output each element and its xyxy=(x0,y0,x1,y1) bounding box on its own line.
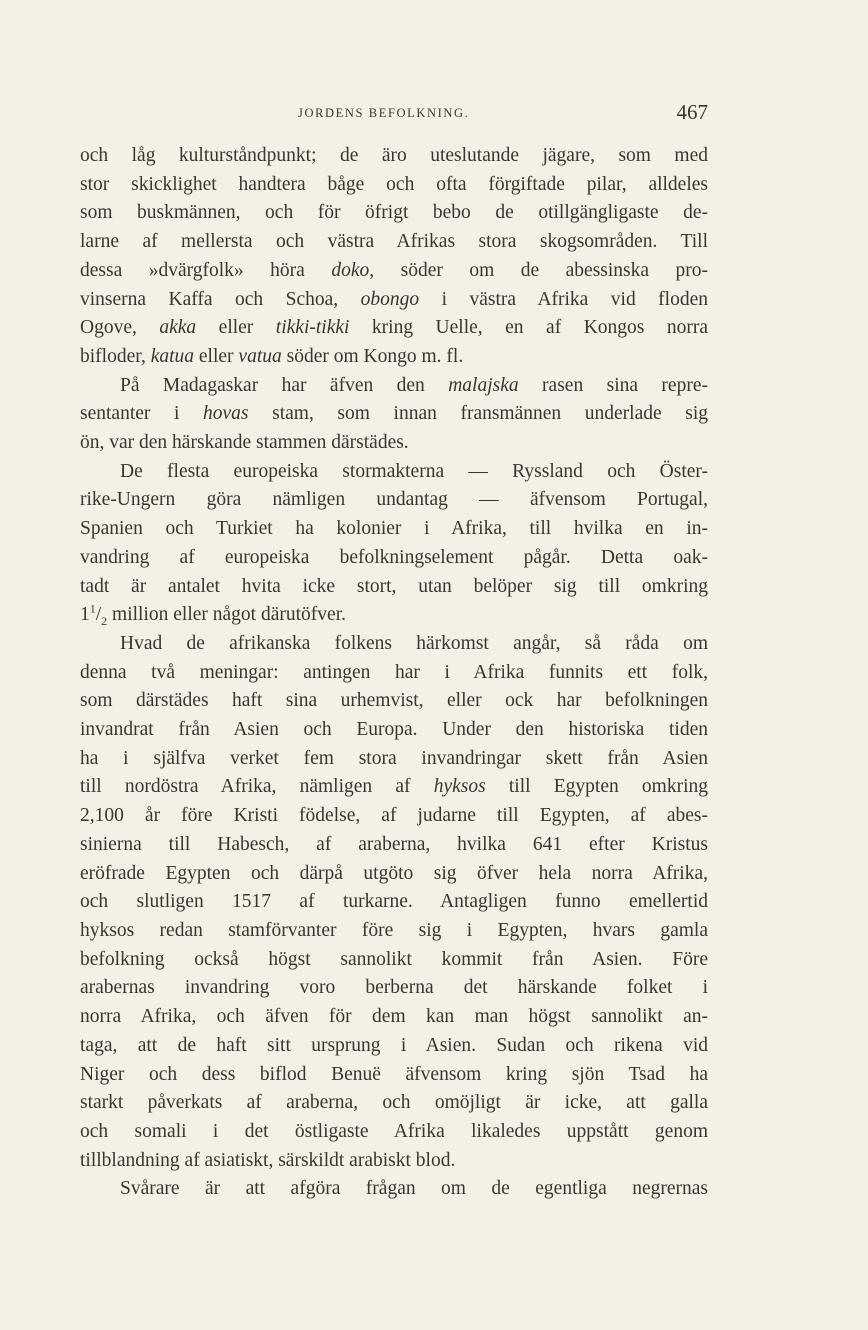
text-line: arabernas invandring voro berberna det härskande folket i xyxy=(80,977,708,999)
text-line: tillblandning af asiatiskt, särskildt arabiskt blod. xyxy=(80,1149,456,1171)
text-line: sentanter i hovas stam, som innan fransmännen underlade sig xyxy=(80,403,708,425)
text-line: dessa »dvärgfolk» höra doko, söder om de abessinska pro- xyxy=(80,259,709,281)
body-text xyxy=(80,142,708,1204)
text-line: taga, att de haft sitt ursprung i Asien. Sudan och rikena vid xyxy=(80,1034,708,1056)
text-line: som buskmännen, och för öfrigt bebo de otillgängligaste de- xyxy=(80,202,708,224)
running-head: JORDENS BEFOLKNING. xyxy=(298,106,470,120)
text-line: $1^1/_2$ million eller något därutöfver. xyxy=(80,601,346,629)
text-line: som därstädes haft sina urhemvist, eller ock har befolkningen xyxy=(80,690,708,712)
page-number: 467 xyxy=(676,100,708,124)
text-line: Niger och dess biflod Benuë äfvensom kring sjön Tsad ha xyxy=(80,1063,708,1085)
italic-term: malajska xyxy=(448,374,519,396)
italic-term: hovas xyxy=(203,403,249,425)
text-line: larne af mellersta och västra Afrikas stora skogsområden. Till xyxy=(80,231,708,253)
text-line: ha i själfva verket fem stora invandringar skett från Asien xyxy=(80,747,708,769)
italic-term: doko xyxy=(331,259,370,281)
text-line: ön, var den härskande stammen därstädes. xyxy=(80,432,409,454)
text-line: invandrat från Asien och Europa. Under den historiska tiden xyxy=(80,719,708,741)
text-line: och slutligen 1517 af turkarne. Antagligen funno emellertid xyxy=(80,891,708,913)
text-line: Spanien och Turkiet ha kolonier i Afrika, till hvilka en in- xyxy=(80,518,708,540)
text-line: tadt är antalet hvita icke stort, utan belöper sig till omkring xyxy=(80,575,708,597)
italic-term: hyksos xyxy=(433,776,486,798)
italic-term: tikki-tikki xyxy=(275,317,350,339)
text-line: till nordöstra Afrika, nämligen af hyksos till Egypten omkring xyxy=(80,776,708,798)
text-line: stor skicklighet handtera båge och ofta förgiftade pilar, alldeles xyxy=(80,173,708,195)
text-line: vandring af europeiska befolkningselement pågår. Detta oak- xyxy=(80,546,708,568)
text-line: bifloder, katua eller vatua söder om Kongo m. fl. xyxy=(80,345,464,367)
text-line: Hvad de afrikanska folkens härkomst angår, så råda om xyxy=(120,632,708,654)
text-line: Svårare är att afgöra frågan om de egentliga negrernas xyxy=(120,1178,708,1200)
text-line: hyksos redan stamförvanter före sig i Egypten, hvars gamla xyxy=(80,919,708,941)
text-line: Ogove, akka eller tikki-tikki kring Uelle, en af Kongos norra xyxy=(80,317,708,339)
text-line: starkt påverkats af araberna, och omöjligt är icke, att galla xyxy=(80,1092,708,1114)
text-line: befolkning också högst sannolikt kommit från Asien. Före xyxy=(80,948,708,970)
italic-term: vatua xyxy=(238,345,282,367)
page-header xyxy=(80,100,708,130)
text-line: och låg kulturståndpunkt; de äro uteslutande jägare, som med xyxy=(80,145,708,166)
italic-term: akka xyxy=(159,317,197,339)
text-line: sinierna till Habesch, af araberna, hvilka 641 efter Kristus xyxy=(80,833,708,855)
text-line: 2,100 år före Kristi födelse, af judarne till Egypten, af abes- xyxy=(80,805,708,827)
text-line: På Madagaskar har äfven den malajska rasen sina repre- xyxy=(120,374,708,396)
text-line: och somali i det östligaste Afrika likaledes uppstått genom xyxy=(80,1120,708,1142)
text-line: rike-Ungern göra nämligen undantag — äfvensom Portugal, xyxy=(80,489,708,511)
italic-term: katua xyxy=(150,345,195,367)
text-line: denna två meningar: antingen har i Afrika funnits ett folk, xyxy=(80,661,708,683)
text-line: eröfrade Egypten och därpå utgöto sig öfver hela norra Afrika, xyxy=(80,862,708,884)
text-line: De flesta europeiska stormakterna — Ryssland och Öster- xyxy=(120,460,708,482)
italic-term: obongo xyxy=(360,288,420,310)
text-line: norra Afrika, och äfven för dem kan man högst sannolikt an- xyxy=(80,1006,708,1028)
text-line: vinserna Kaffa och Schoa, obongo i västra Afrika vid floden xyxy=(80,288,708,310)
